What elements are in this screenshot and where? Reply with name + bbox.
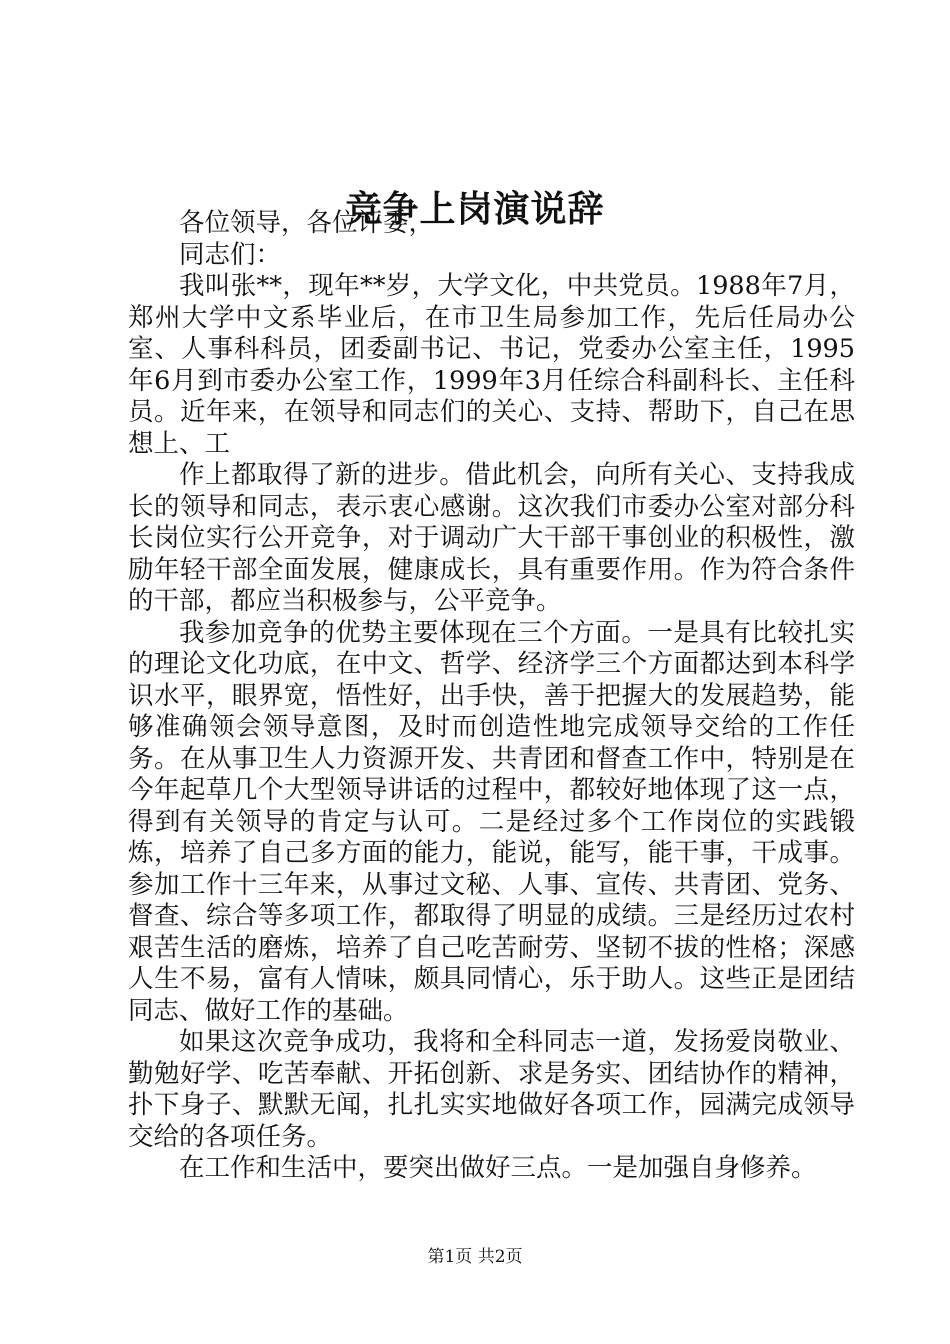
body-paragraph: 在工作和生活中，要突出做好三点。一是加强自身修养。 — [179, 1153, 817, 1183]
body-paragraph: 我叫张**，现年**岁，大学文化，中共党员。1988年7月，郑州大学中文系毕业后，在市卫生局参加工作，先后任局办公室、人事科科员，团委副书记、书记，党委办公室主任，1995年6月到市委办公室工作，1999年3月任综合科副科长、主任科员。近年来，在领导和同志们的关心、支持、帮助下，自己在思想上、工 — [128, 271, 855, 459]
page-number-footer: 第1页 共2页 — [427, 1247, 523, 1267]
salutation-line: 各位领导，各位评委， — [179, 208, 435, 238]
document-body — [128, 208, 855, 1185]
body-paragraph: 我参加竞争的优势主要体现在三个方面。一是具有比较扎实的理论文化功底，在中文、哲学、经济学三个方面都达到本科学识水平，眼界宽，悟性好，出手快，善于把握大的发展趋势，能够准确领会领导意图，及时而创造性地完成领导交给的工作任务。在从事卫生人力资源开发、共青团和督查工作中，特别是在今年起草几个大型领导讲话的过程中，都较好地体现了这一点，得到有关领导的肯定与认可。二是经过多个工作岗位的实践锻炼，培养了自己多方面的能力，能说，能写，能干事，干成事。参加工作十三年来，从事过文秘、人事、宣传、共青团、党务、督查、综合等多项工作，都取得了明显的成绩。三是经历过农村艰苦生活的磨炼，培养了自己吃苦耐劳、坚韧不拔的性格；深感人生不易，富有人情味，颇具同情心，乐于助人。这些正是团结同志、做好工作的基础。 — [128, 617, 855, 1026]
document-title: 竞争上岗演说辞 — [345, 188, 605, 230]
body-paragraph: 作上都取得了新的进步。借此机会，向所有关心、支持我成长的领导和同志，表示衷心感谢。这次我们市委办公室对部分科长岗位实行公开竞争，对于调动广大干部干事创业的积极性，激励年轻干部全面发展，健康成长，具有重要作用。作为符合条件的干部，都应当积极参与，公平竞争。 — [128, 460, 855, 616]
body-paragraph: 如果这次竞争成功，我将和全科同志一道，发扬爱岗敬业、勤勉好学、吃苦奉献、开拓创新、求是务实、团结协作的精神，扑下身子、默默无闻，扎扎实实地做好各项工作，园满完成领导交给的各项任务。 — [128, 1027, 855, 1152]
salutation-line: 同志们： — [179, 239, 282, 270]
